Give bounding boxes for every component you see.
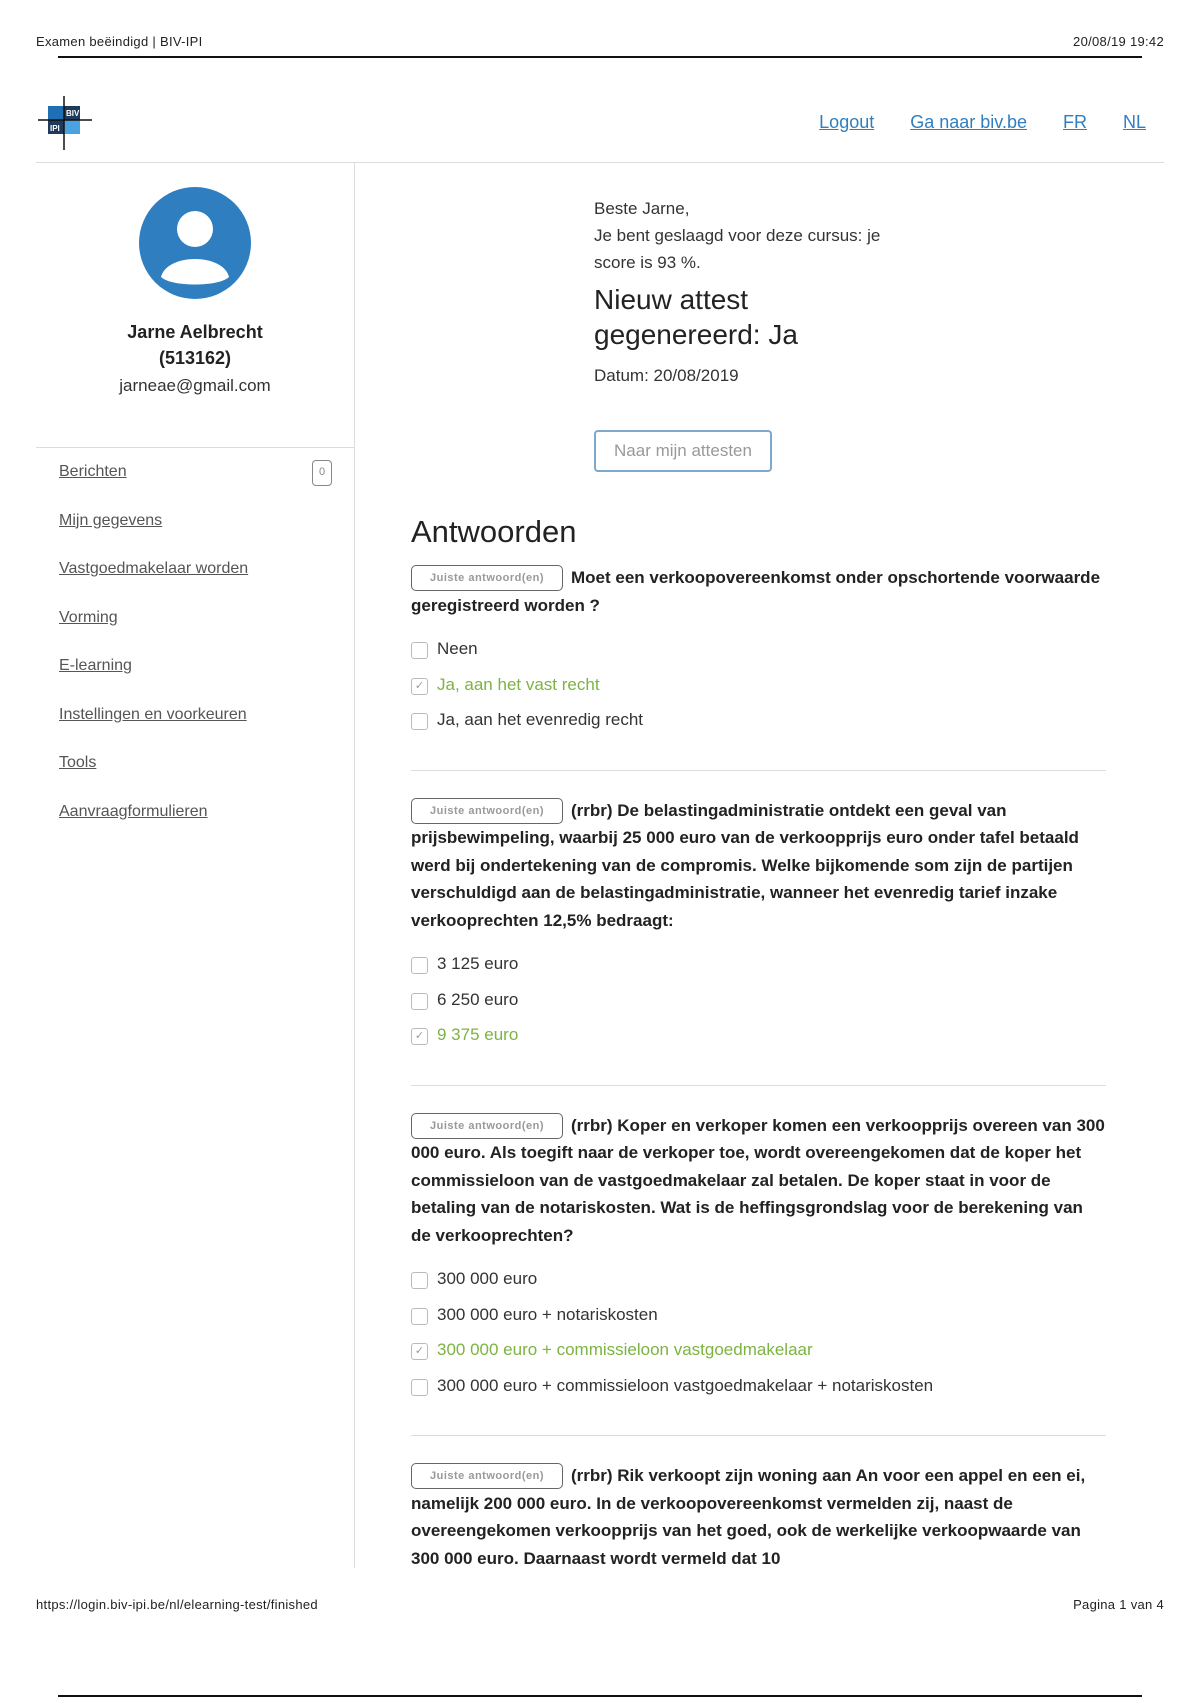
sidebar-link-aanvraagformulieren[interactable]: Aanvraagformulieren bbox=[59, 802, 208, 820]
sidebar-link-vorming[interactable]: Vorming bbox=[59, 608, 118, 626]
sidebar-item-instellingen bbox=[36, 703, 354, 752]
question-text bbox=[411, 1462, 1106, 1568]
sidebar-item-mijn-gegevens bbox=[36, 509, 354, 558]
option-label: Ja, aan het evenredig recht bbox=[437, 710, 644, 729]
correct-answers-badge: Juiste antwoord(en) bbox=[411, 1113, 563, 1139]
checkbox[interactable] bbox=[411, 1272, 428, 1289]
question-4-text: (rrbr) Rik verkoopt zijn woning aan An voor een appel en een ei, namelijk 200 000 euro. In de verkoopovereenkomst vermelden zij, naast de overeengekomen verkoopprijs van het goed, ook de werkelijke verkoopwaarde van 300 000 euro. Daarnaast wordt vermeld dat 10 bbox=[411, 1466, 1086, 1568]
checkbox-checked[interactable]: ✓ bbox=[411, 678, 428, 695]
answer-options bbox=[411, 1269, 1106, 1411]
question-3-text: (rrbr) Koper en verkoper komen een verkoopprijs overeen van 300 000 euro. Als toegift naar de verkoper toe, wordt overeengekomen dat de koper het commissieloon van de vastgoedmakelaar zal betalen. De koper staat in voor de betaling van de notariskosten. Wat is de heffingsgrondslag voor de berekening van de verkooprechten? bbox=[411, 1115, 1105, 1245]
option-label: 3 125 euro bbox=[437, 954, 519, 973]
checkbox[interactable] bbox=[411, 713, 428, 730]
print-page-title: Examen beëindigd | BIV-IPI bbox=[36, 34, 203, 49]
sidebar-link-berichten[interactable]: Berichten bbox=[59, 463, 127, 480]
question-text bbox=[411, 564, 1106, 619]
answer-options bbox=[411, 954, 1106, 1061]
my-certificates-button[interactable]: Naar mijn attesten bbox=[594, 430, 772, 472]
result-date: Datum: 20/08/2019 bbox=[594, 366, 739, 385]
sidebar-item-e-learning bbox=[36, 654, 354, 703]
profile-card bbox=[36, 187, 354, 448]
print-header-rule bbox=[58, 56, 1142, 58]
print-page-number: Pagina 1 van 4 bbox=[1073, 1597, 1164, 1612]
print-footer bbox=[36, 1597, 1164, 1612]
question-1-text: Moet een verkoopovereenkomst onder opschortende voorwaarde geregistreerd worden ? bbox=[411, 568, 1101, 615]
answer-option bbox=[411, 954, 1106, 990]
correct-answers-badge: Juiste antwoord(en) bbox=[411, 565, 563, 591]
avatar-icon bbox=[139, 187, 251, 299]
sidebar-link-vastgoedmakelaar-worden[interactable]: Vastgoedmakelaar worden bbox=[59, 560, 249, 577]
question-text bbox=[411, 1112, 1106, 1250]
result-greeting: Beste Jarne, bbox=[594, 199, 690, 218]
question-4 bbox=[411, 1462, 1106, 1568]
sidebar-link-mijn-gegevens[interactable]: Mijn gegevens bbox=[59, 511, 163, 529]
answer-option bbox=[411, 1305, 1106, 1341]
checkbox[interactable] bbox=[411, 993, 428, 1010]
profile-id: (513162) bbox=[158, 348, 232, 368]
print-timestamp: 20/08/19 19:42 bbox=[1073, 34, 1164, 49]
answer-option bbox=[411, 990, 1106, 1026]
answers-heading: Antwoorden bbox=[411, 514, 577, 549]
side-nav bbox=[36, 460, 354, 848]
answer-option-correct bbox=[411, 675, 1106, 711]
result-message: Je bent geslaagd voor deze cursus: je score is 93 %. bbox=[594, 226, 881, 272]
sidebar-link-tools[interactable]: Tools bbox=[59, 754, 97, 771]
answer-option bbox=[411, 1269, 1106, 1305]
sidebar-item-aanvraagformulieren bbox=[36, 800, 354, 849]
checkbox[interactable] bbox=[411, 957, 428, 974]
question-text bbox=[411, 797, 1106, 935]
profile-name: Jarne Aelbrecht bbox=[127, 322, 263, 342]
sidebar-item-vorming bbox=[36, 606, 354, 655]
svg-text:BIV: BIV bbox=[66, 109, 80, 118]
answer-options bbox=[411, 639, 1106, 746]
question-3 bbox=[411, 1112, 1106, 1437]
checkbox[interactable] bbox=[411, 642, 428, 659]
option-label: 6 250 euro bbox=[437, 989, 519, 1009]
print-header bbox=[36, 34, 1164, 49]
answer-option bbox=[411, 639, 1106, 675]
profile-email: jarneae@gmail.com bbox=[119, 376, 271, 395]
answer-option bbox=[411, 1376, 1106, 1412]
option-label: 9 375 euro bbox=[437, 1025, 519, 1044]
top-bar bbox=[36, 86, 1164, 163]
question-2 bbox=[411, 797, 1106, 1086]
checkbox-checked[interactable]: ✓ bbox=[411, 1343, 428, 1360]
option-label: Ja, aan het vast recht bbox=[437, 674, 600, 694]
print-url: https://login.biv-ipi.be/nl/elearning-test/finished bbox=[36, 1597, 318, 1612]
checkbox[interactable] bbox=[411, 1308, 428, 1325]
option-label: 300 000 euro + commissieloon vastgoedmakelaar + notariskosten bbox=[437, 1375, 934, 1395]
question-1 bbox=[411, 564, 1106, 771]
language-fr-link[interactable]: FR bbox=[1062, 112, 1087, 132]
sidebar-item-tools bbox=[36, 751, 354, 800]
sidebar bbox=[36, 163, 355, 1568]
correct-answers-badge: Juiste antwoord(en) bbox=[411, 798, 563, 824]
option-label: Neen bbox=[437, 639, 478, 658]
option-label: 300 000 euro + notariskosten bbox=[437, 1304, 658, 1324]
message-count-badge: 0 bbox=[312, 460, 332, 486]
answer-option-correct bbox=[411, 1025, 1106, 1061]
certificate-status: Nieuw attest gegenereerd: Ja bbox=[594, 284, 798, 350]
correct-answers-badge: Juiste antwoord(en) bbox=[411, 1463, 563, 1489]
sidebar-link-e-learning[interactable]: E-learning bbox=[59, 657, 132, 674]
answer-option bbox=[411, 710, 1106, 746]
print-footer-rule bbox=[58, 1695, 1142, 1697]
option-label: 300 000 euro bbox=[437, 1269, 538, 1288]
answer-option-correct bbox=[411, 1340, 1106, 1376]
language-nl-link[interactable]: NL bbox=[1122, 112, 1146, 132]
sidebar-item-vastgoedmakelaar-worden bbox=[36, 557, 354, 606]
main-content bbox=[411, 163, 1111, 1568]
checkbox[interactable] bbox=[411, 1379, 428, 1396]
question-2-text: (rrbr) De belastingadministratie ontdekt een geval van prijsbewimpeling, waarbij 25 000 euro van de verkoopprijs euro onder tafel betaald werd bij ondertekening van de compromis. Welke bijkomende som zijn de partijen verschuldigd aan de belastingadministratie, wanneer het evenredig tarief inzake verkooprechten 12,5% bedraagt: bbox=[411, 800, 1079, 930]
biv-logo bbox=[36, 94, 94, 152]
logout-link[interactable]: Logout bbox=[819, 112, 875, 132]
option-label: 300 000 euro + commissieloon vastgoedmakelaar bbox=[437, 1340, 813, 1359]
sidebar-item-berichten bbox=[36, 460, 354, 509]
checkbox-checked[interactable]: ✓ bbox=[411, 1028, 428, 1045]
biv-website-link[interactable]: Ga naar biv.be bbox=[910, 112, 1027, 132]
sidebar-link-instellingen[interactable]: Instellingen en voorkeuren bbox=[59, 705, 247, 723]
top-nav bbox=[819, 112, 1146, 133]
svg-text:IPI: IPI bbox=[50, 124, 60, 133]
